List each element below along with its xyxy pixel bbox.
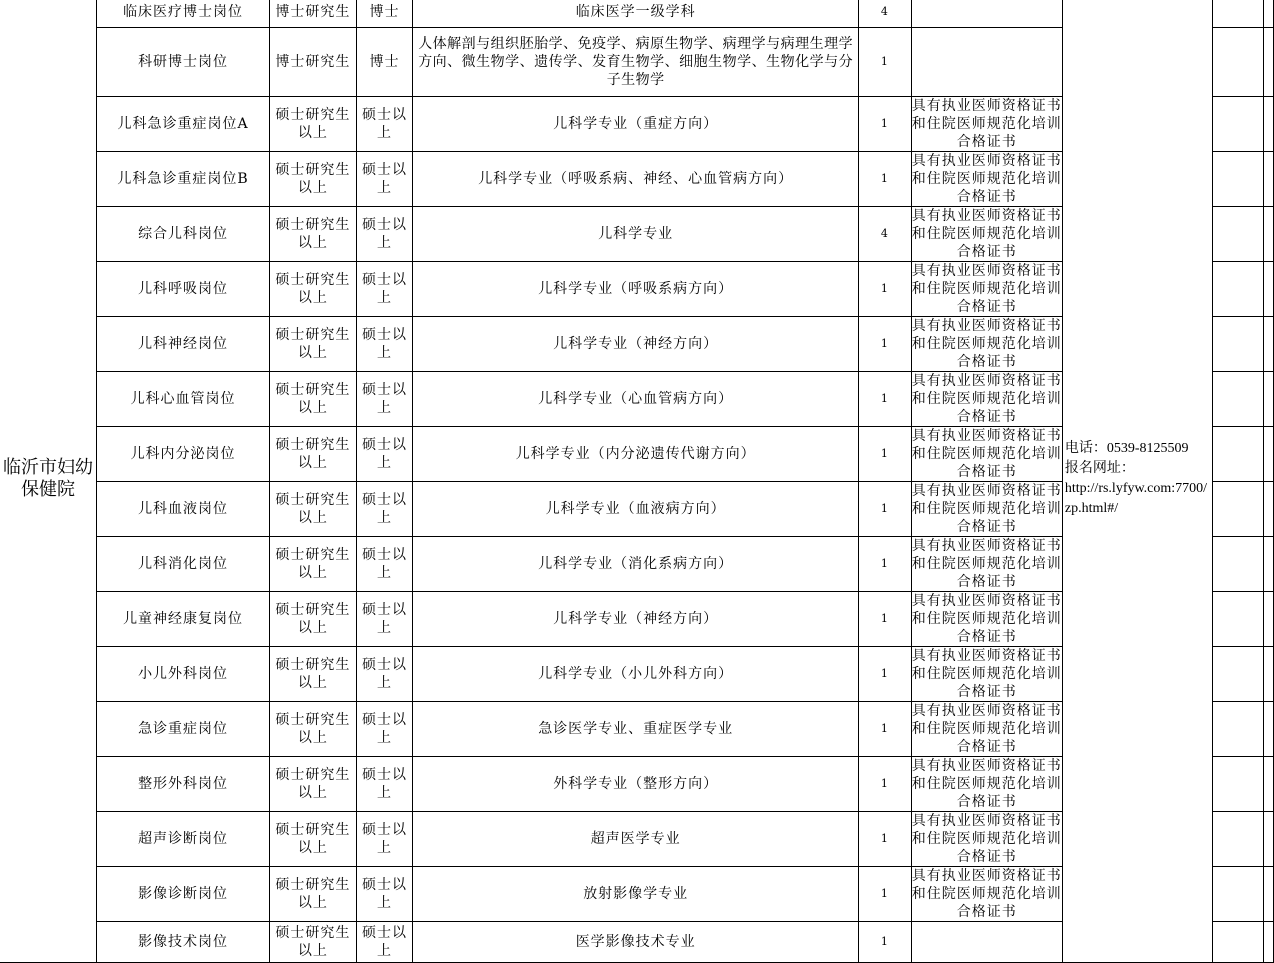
education-cell: 硕士研究生以上 bbox=[270, 867, 357, 922]
education-cell: 硕士研究生以上 bbox=[270, 757, 357, 812]
education-cell: 硕士研究生以上 bbox=[270, 812, 357, 867]
empty-cell bbox=[1263, 152, 1273, 207]
degree-cell: 硕士以上 bbox=[356, 97, 413, 152]
post-cell: 儿科内分泌岗位 bbox=[97, 427, 270, 482]
requirement-cell: 具有执业医师资格证书和住院医师规范化培训合格证书 bbox=[911, 208, 1062, 260]
degree-cell: 硕士以上 bbox=[356, 427, 413, 482]
empty-cell bbox=[1263, 537, 1273, 592]
count-cell: 1 bbox=[858, 757, 911, 812]
empty-cell bbox=[1263, 592, 1273, 647]
major-cell: 儿科学专业（神经方向） bbox=[413, 592, 859, 647]
degree-cell: 硕士以上 bbox=[356, 702, 413, 757]
empty-cell bbox=[1213, 922, 1264, 963]
empty-cell bbox=[1263, 757, 1273, 812]
empty-cell bbox=[1213, 0, 1264, 28]
empty-cell bbox=[1263, 207, 1273, 262]
empty-cell bbox=[1263, 317, 1273, 372]
empty-cell bbox=[1213, 427, 1264, 482]
requirement-cell: 具有执业医师资格证书和住院医师规范化培训合格证书 bbox=[911, 538, 1062, 590]
table-row bbox=[0, 0, 1274, 28]
requirement-cell bbox=[911, 922, 1062, 963]
empty-cell bbox=[1213, 867, 1264, 922]
major-cell: 儿科学专业（小儿外科方向） bbox=[413, 647, 859, 702]
degree-cell: 硕士以上 bbox=[356, 372, 413, 427]
post-cell: 急诊重症岗位 bbox=[97, 702, 270, 757]
education-cell: 硕士研究生以上 bbox=[270, 317, 357, 372]
requirement-cell bbox=[911, 0, 1062, 28]
empty-cell bbox=[1213, 262, 1264, 317]
count-cell: 1 bbox=[858, 647, 911, 702]
major-cell: 临床医学一级学科 bbox=[413, 0, 859, 28]
requirement-cell: 具有执业医师资格证书和住院医师规范化培训合格证书 bbox=[911, 593, 1062, 645]
empty-cell bbox=[1263, 647, 1273, 702]
major-cell: 儿科学专业（消化系病方向） bbox=[413, 537, 859, 592]
empty-cell bbox=[1263, 372, 1273, 427]
degree-cell: 硕士以上 bbox=[356, 482, 413, 537]
major-cell: 儿科学专业（心血管病方向） bbox=[413, 372, 859, 427]
degree-cell: 硕士以上 bbox=[356, 812, 413, 867]
empty-cell bbox=[1213, 702, 1264, 757]
education-cell: 硕士研究生以上 bbox=[270, 262, 357, 317]
empty-cell bbox=[1263, 28, 1273, 97]
major-cell: 儿科学专业 bbox=[413, 207, 859, 262]
education-cell: 博士研究生 bbox=[270, 28, 357, 97]
major-cell: 儿科学专业（血液病方向） bbox=[413, 482, 859, 537]
empty-cell bbox=[1263, 97, 1273, 152]
empty-cell bbox=[1213, 537, 1264, 592]
post-cell: 儿科急诊重症岗位A bbox=[97, 97, 270, 152]
empty-cell bbox=[1263, 262, 1273, 317]
major-cell: 放射影像学专业 bbox=[413, 867, 859, 922]
count-cell: 1 bbox=[858, 537, 911, 592]
post-cell: 儿科急诊重症岗位B bbox=[97, 152, 270, 207]
degree-cell: 博士 bbox=[356, 28, 413, 97]
major-cell: 外科学专业（整形方向） bbox=[413, 757, 859, 812]
degree-cell: 博士 bbox=[356, 0, 413, 28]
empty-cell bbox=[1263, 427, 1273, 482]
empty-cell bbox=[1213, 757, 1264, 812]
degree-cell: 硕士以上 bbox=[356, 867, 413, 922]
education-cell: 硕士研究生以上 bbox=[270, 922, 357, 963]
major-cell: 儿科学专业（重症方向） bbox=[413, 97, 859, 152]
degree-cell: 硕士以上 bbox=[356, 262, 413, 317]
education-cell: 硕士研究生以上 bbox=[270, 427, 357, 482]
education-cell: 硕士研究生以上 bbox=[270, 97, 357, 152]
count-cell: 1 bbox=[858, 482, 911, 537]
requirement-cell: 具有执业医师资格证书和住院医师规范化培训合格证书 bbox=[911, 373, 1062, 425]
post-cell: 儿科消化岗位 bbox=[97, 537, 270, 592]
empty-cell bbox=[1263, 867, 1273, 922]
requirement-cell: 具有执业医师资格证书和住院医师规范化培训合格证书 bbox=[911, 868, 1062, 920]
post-cell: 临床医疗博士岗位 bbox=[97, 0, 270, 28]
degree-cell: 硕士以上 bbox=[356, 152, 413, 207]
count-cell: 1 bbox=[858, 97, 911, 152]
empty-cell bbox=[1263, 0, 1273, 28]
signup-label: 报名网址： bbox=[1064, 461, 1135, 476]
degree-cell: 硕士以上 bbox=[356, 207, 413, 262]
requirement-cell: 具有执业医师资格证书和住院医师规范化培训合格证书 bbox=[911, 483, 1062, 535]
phone-text: 电话：0539-8125509 bbox=[1064, 441, 1189, 456]
empty-cell bbox=[1213, 28, 1264, 97]
education-cell: 博士研究生 bbox=[270, 0, 357, 28]
requirement-cell: 具有执业医师资格证书和住院医师规范化培训合格证书 bbox=[911, 98, 1062, 150]
post-cell: 影像诊断岗位 bbox=[97, 867, 270, 922]
post-cell: 儿科呼吸岗位 bbox=[97, 262, 270, 317]
requirement-cell bbox=[911, 28, 1062, 97]
degree-cell: 硕士以上 bbox=[356, 922, 413, 963]
requirement-cell: 具有执业医师资格证书和住院医师规范化培训合格证书 bbox=[911, 703, 1062, 755]
education-cell: 硕士研究生以上 bbox=[270, 537, 357, 592]
major-cell: 人体解剖与组织胚胎学、免疫学、病原生物学、病理学与病理生理学方向、微生物学、遗传学、发育生物学、细胞生物学、生物化学与分子生物学 bbox=[413, 28, 859, 97]
major-cell: 医学影像技术专业 bbox=[413, 922, 859, 963]
major-cell: 儿科学专业（呼吸系病、神经、心血管病方向） bbox=[413, 152, 859, 207]
post-cell: 小儿外科岗位 bbox=[97, 647, 270, 702]
count-cell: 1 bbox=[858, 867, 911, 922]
count-cell: 1 bbox=[858, 28, 911, 97]
post-cell: 儿科心血管岗位 bbox=[97, 372, 270, 427]
education-cell: 硕士研究生以上 bbox=[270, 372, 357, 427]
degree-cell: 硕士以上 bbox=[356, 757, 413, 812]
requirement-cell: 具有执业医师资格证书和住院医师规范化培训合格证书 bbox=[911, 153, 1062, 205]
degree-cell: 硕士以上 bbox=[356, 592, 413, 647]
major-cell: 儿科学专业（呼吸系病方向） bbox=[413, 262, 859, 317]
count-cell: 1 bbox=[858, 427, 911, 482]
education-cell: 硕士研究生以上 bbox=[270, 592, 357, 647]
count-cell: 4 bbox=[858, 0, 911, 28]
empty-cell bbox=[1213, 372, 1264, 427]
post-cell: 儿科神经岗位 bbox=[97, 317, 270, 372]
count-cell: 1 bbox=[858, 812, 911, 867]
empty-cell bbox=[1213, 152, 1264, 207]
requirement-cell: 具有执业医师资格证书和住院医师规范化培训合格证书 bbox=[911, 758, 1062, 810]
requirement-cell: 具有执业医师资格证书和住院医师规范化培训合格证书 bbox=[911, 263, 1062, 315]
post-cell: 综合儿科岗位 bbox=[97, 207, 270, 262]
major-cell: 儿科学专业（内分泌遗传代谢方向） bbox=[413, 427, 859, 482]
degree-cell: 硕士以上 bbox=[356, 537, 413, 592]
empty-cell bbox=[1213, 592, 1264, 647]
empty-cell bbox=[1263, 482, 1273, 537]
contact-cell bbox=[1062, 0, 1212, 963]
count-cell: 1 bbox=[858, 592, 911, 647]
empty-cell bbox=[1213, 812, 1264, 867]
empty-cell bbox=[1213, 317, 1264, 372]
post-cell: 影像技术岗位 bbox=[97, 922, 270, 963]
post-cell: 整形外科岗位 bbox=[97, 757, 270, 812]
post-cell: 超声诊断岗位 bbox=[97, 812, 270, 867]
empty-cell bbox=[1263, 812, 1273, 867]
education-cell: 硕士研究生以上 bbox=[270, 647, 357, 702]
empty-cell bbox=[1263, 702, 1273, 757]
post-cell: 儿科血液岗位 bbox=[97, 482, 270, 537]
count-cell: 1 bbox=[858, 152, 911, 207]
count-cell: 4 bbox=[858, 207, 911, 262]
major-cell: 急诊医学专业、重症医学专业 bbox=[413, 702, 859, 757]
empty-cell bbox=[1213, 647, 1264, 702]
requirement-cell: 具有执业医师资格证书和住院医师规范化培训合格证书 bbox=[911, 428, 1062, 480]
requirement-cell: 具有执业医师资格证书和住院医师规范化培训合格证书 bbox=[911, 318, 1062, 370]
education-cell: 硕士研究生以上 bbox=[270, 702, 357, 757]
count-cell: 1 bbox=[858, 262, 911, 317]
count-cell: 1 bbox=[858, 317, 911, 372]
empty-cell bbox=[1213, 482, 1264, 537]
count-cell: 1 bbox=[858, 922, 911, 963]
education-cell: 硕士研究生以上 bbox=[270, 207, 357, 262]
degree-cell: 硕士以上 bbox=[356, 647, 413, 702]
requirement-cell: 具有执业医师资格证书和住院医师规范化培训合格证书 bbox=[911, 648, 1062, 700]
signup-link[interactable]: http://rs.lyfyw.com:7700/zp.html#/ bbox=[1064, 481, 1208, 516]
unit-name-cell: 临沂市妇幼保健院 bbox=[0, 0, 97, 963]
requirement-cell: 具有执业医师资格证书和住院医师规范化培训合格证书 bbox=[911, 813, 1062, 865]
degree-cell: 硕士以上 bbox=[356, 317, 413, 372]
major-cell: 儿科学专业（神经方向） bbox=[413, 317, 859, 372]
count-cell: 1 bbox=[858, 702, 911, 757]
empty-cell bbox=[1213, 97, 1264, 152]
post-cell: 儿童神经康复岗位 bbox=[97, 592, 270, 647]
education-cell: 硕士研究生以上 bbox=[270, 482, 357, 537]
empty-cell bbox=[1213, 207, 1264, 262]
count-cell: 1 bbox=[858, 372, 911, 427]
post-cell: 科研博士岗位 bbox=[97, 28, 270, 97]
empty-cell bbox=[1263, 922, 1273, 963]
major-cell: 超声医学专业 bbox=[413, 812, 859, 867]
education-cell: 硕士研究生以上 bbox=[270, 152, 357, 207]
